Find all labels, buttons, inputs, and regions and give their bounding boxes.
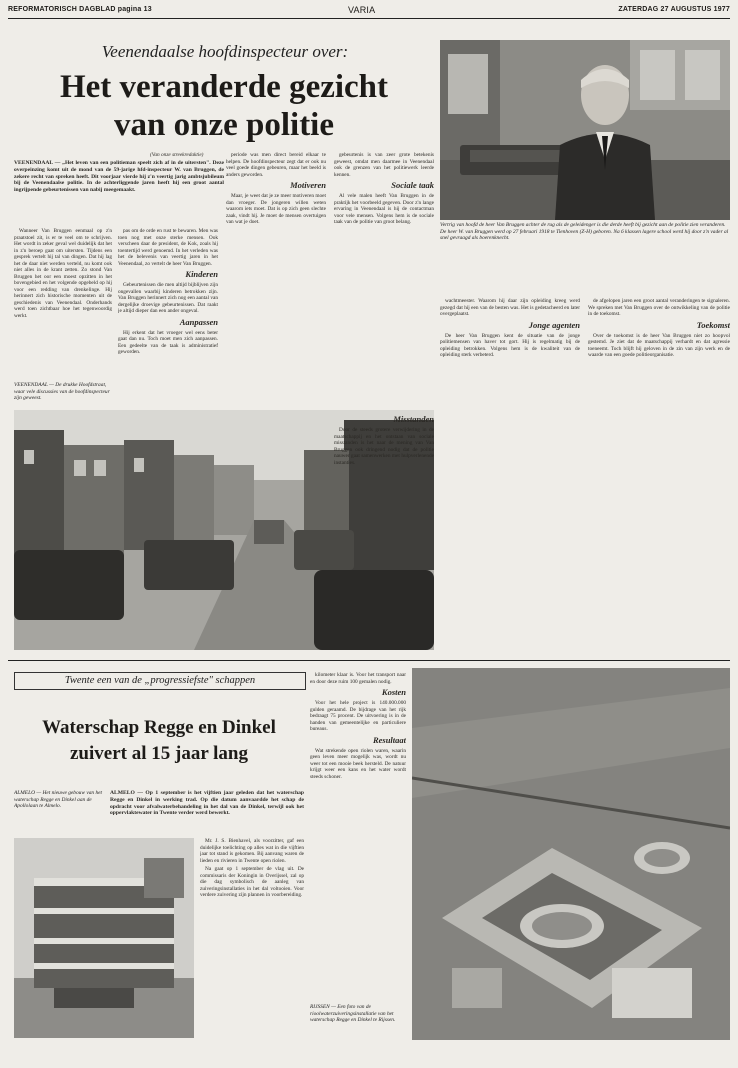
page-header-left: REFORMATORISCH DAGBLAD pagina 13 bbox=[8, 6, 152, 13]
article1-byline: (Van onze streekredaktie) bbox=[150, 152, 204, 158]
article2-right-text2: Wat strekende open riolen waren, waarin geen leven meer mogelijk was, wordt nu weer tot een mooie beek hersteld. De natuur krijgt weer een kans en het water wordt steeds schoner. bbox=[310, 747, 406, 780]
section-title: VARIA bbox=[348, 5, 376, 15]
article1-column-6 bbox=[588, 298, 730, 648]
article2-kicker-box bbox=[14, 672, 306, 690]
article2-kicker: Twente een van de „progressiefste" schappen bbox=[64, 675, 256, 686]
article1-col5-text2: De heer Van Bruggen kent de situatie van de jonge politiemensen van haver tot gort. Hij is regelmatig bij de opleiding betrokken. Volgens hem is de kwaliteit van de opleiding sterk verbeterd. bbox=[440, 332, 580, 358]
building-photo-illustration bbox=[14, 838, 194, 1038]
aerial-photo-illustration bbox=[412, 668, 730, 1040]
article1-col3-text2: Maar, je weet dat je ze meer motiveren moet dan vroeger. De jongeren willen weten waarom iets moet. Dat is op zich geen slechte zaak, vindt hij. Je moet de mensen overtuigen van wat je doet. bbox=[226, 193, 326, 225]
article1-column-4b bbox=[334, 412, 434, 642]
article1-headline-line2: van onze politie bbox=[114, 107, 334, 143]
article1-col4-text3: Door de steeds grotere verwijdering in de maatschappij en het ontstaan van sociale misstanden is het naar de mening van Van Bruggen ook dringend nodig dat de politie nauwer gaat samenwerken met hulpverlenende instanties. bbox=[334, 427, 434, 466]
page-header-date: ZATERDAG 27 AUGUSTUS 1977 bbox=[618, 6, 730, 13]
article1-col1-text: Wanneer Van Bruggen eenmaal op z'n praatstoel zit, is er te veel om te schrijven. Het wordt in zeker geval wel duidelijk dat het in z'n beroep gaat om uitersten. Tijdens een gesprek vertelt hij tal van dingen. Dat hij lag het de daar niet werden verteld, nu komt ook niet alles in de krant zetten. Zo stond Van Bruggen het oor een moest opzitten in het bovengebied en het volgende opgebeld op hij voor een redding van drenkelinge. Hij herinnert zich historische momenten uit de geschiedenis van Veenendaal. Onderhands werd toen zichtbaar hoe het tegenwoordig werkt. bbox=[14, 228, 112, 319]
subheading-kinderen: Kinderen bbox=[185, 269, 218, 279]
subheading-resultaat: Resultaat bbox=[372, 734, 406, 745]
header-rule bbox=[8, 18, 730, 19]
page-header bbox=[8, 4, 730, 18]
subheading-aanpassen: Aanpassen bbox=[179, 316, 218, 327]
subheading-sociale-taak: Sociale taak bbox=[391, 180, 434, 190]
article1-col1-caption: VEENENDAAL — De drukke Hoofdstraat, waar vele discussies van de hoofdinspecteur zijn geweest. bbox=[14, 382, 110, 402]
subheading-kosten: Kosten bbox=[381, 687, 406, 697]
subheading-misstanden: Misstanden bbox=[393, 414, 434, 424]
article2-lead: ALMELO — Op 1 september is het vijftien jaar geleden dat het waterschap Regge en Dinkel in werking trad. Op die datum aanvaardde het schap de opdracht voor afvalwaterbehandeling in het dal van de Dinkel, terwijl ook het oppervlaktewater in Twente verder werd bewerkt. bbox=[110, 790, 304, 817]
article1-col2-text2: Gebeurtenissen die men altijd bijblijven zijn ongevallen waarbij kinderen betrokken zijn. Van Bruggen herinnert zich nog een aantal van dergelijke droevige gebeurtenissen. Dat raakt je altijd dieper dan een ander ongeval. bbox=[118, 282, 218, 314]
article1-column-1 bbox=[14, 228, 112, 378]
article1-column-2 bbox=[118, 228, 218, 408]
article-divider bbox=[8, 660, 730, 661]
article2-left-caption: ALMELO — Het nieuwe gebouw van het waterschap Regge en Dinkel aan de Apollolaan te Almelo. bbox=[14, 790, 103, 810]
article2-headline-line1: Waterschap Regge en Dinkel bbox=[42, 717, 276, 738]
article1-col5-text: wachtmeester. Waarom hij daar zijn opleiding kreeg werd gezegd dat hij een van de besten was. Het is gedetacheerd en later overgeplaatst. bbox=[440, 298, 580, 317]
article2-mid-text2: Na gaat op 1 september de vlag uit. De commissaris der Koningin in Overijssel, zal op die dag symbolisch de aanleg van zuiveringsinstallaties in het dal voltooien. Voor verdere zuivering zijn plannen in voorbereiding. bbox=[200, 866, 304, 898]
article2-mid-text: Mr. J. S. Bienhavel, als voorzitter, gaf een duidelijke toelichting op alles wat in die vijftien jaar tot stand is gekomen. Bij aanvang waren de lieden en rivieren in Twente open riolen. bbox=[200, 838, 304, 864]
article2-column-right bbox=[310, 672, 406, 1032]
article1-col2-text: pas om de orde en rust te bewaren. Men was toen nog met onze sterke mensen. Ook verscheen daar de president, de Kok, zoals hij toentertijd werd genoemd. In het verleden was het de belevenis van veertig jaren in het Veenendaal, zo vertelt de heer Van Bruggen. bbox=[118, 228, 218, 267]
article1-col4-text: gebeurtenis is van zeer grote betekenis geweest, omdat men daarmee in Veenendaal ook de grenzen van het politiewerk leerde kennen. bbox=[334, 152, 434, 178]
article1-column-4 bbox=[334, 152, 434, 408]
article1-col2-text3: Hij erkent dat het vroeger wel eens beter gaat dan nu. Toch moet men zich aanpassen. Een gedeelte van de taak is administratief geworden. bbox=[118, 329, 218, 355]
article1-column-5 bbox=[440, 298, 580, 648]
article2-column-mid bbox=[200, 838, 304, 1038]
subheading-motiveren: Motiveren bbox=[290, 180, 326, 190]
subheading-toekomst: Toekomst bbox=[696, 319, 730, 330]
aerial-treatment-plant-photo bbox=[412, 668, 730, 1040]
article1-headline-line1: Het veranderde gezicht bbox=[59, 69, 389, 105]
article1-lead: VEENENDAAL — „Het leven van een politieman speelt zich af in de uitersten". Deze overpeinzing komt uit de mond van de 59-jarige hfd-inspecteur W. van Bruggen, de zekere recht van spreken heeft. Dit voorjaar vierde hij z'n veertig jarig ambtsjubileum bij de Veenendaalse politie. In de achterliggende jaren heeft hij een groot aantal ingrijpende gebeurtenissen van nabij meegemaakt. bbox=[14, 160, 224, 194]
article1-col6-text2: Over de toekomst is de heer Van Bruggen niet zo hoopvol gestemd. Je ziet dat de maatschappij verhardt en dat agressie toeneemt. Toch blijft hij geloven in de zin van zijn werk en de waarde van een goede politieorganisatie. bbox=[588, 332, 730, 358]
article1-col4-text2: Al vele malen heeft Van Bruggen in de praktijk het voorbeeld gegeven. Door z'n lange ervaring in Veenendaal is hij de contactman voor vele mensen. Volgens hem is de sociale taak van de politie van groot belang. bbox=[334, 193, 434, 225]
article1-col3-text: periode was men direct bereid elkaar te helpen. De hoofdinspecteur zegt dat er ook nu veel goede dingen gebeuren, maar het beeld is anders geworden. bbox=[226, 152, 326, 178]
article2-right-top: kilometer klaar is. Voor het transport naar en door deze ruim 100 gemalen nodig. bbox=[310, 672, 406, 685]
portrait-photo-caption: Vertrig van hoofd de heer Van Bruggen achter de rug als de geleidenger is die derde heeft bij gezicht aan de politie zien veranderen. De heer W. van Bruggen werd op 27 februari 1918 te Tienhoven (Z-H) geboren. Na 6 klassen lagere school werd hij door z'n vader al snel gevraagd als boerenknecht. bbox=[440, 222, 729, 242]
article2-right-caption: RIJSSEN — Een foto van de rioolwaterzuiveringsinstallatie van het waterschap Regge en Dinkel te Rijssen. bbox=[310, 1004, 396, 1024]
subheading-jonge-agenten: Jonge agenten bbox=[528, 319, 580, 330]
portrait-photo bbox=[440, 40, 730, 220]
article1-col6-text: de afgelopen jaren een groot aantal veranderingen te signaleren. We spreken met Van Bruggen over de ontwikkeling van de politie in de toekomst. bbox=[588, 298, 730, 317]
article2-right-text: Voor het hele project is 140.000.000 gulden geraamd. De bijdrage van het rijk bedraagt 75 procent. De uitvoering is in de handen van gemeentelijke en particuliere bureaus. bbox=[310, 700, 406, 732]
water-board-building-photo bbox=[14, 838, 194, 1038]
article1-kicker: Veenendaalse hoofdinspecteur over: bbox=[101, 42, 349, 61]
portrait-photo-illustration bbox=[440, 40, 730, 220]
article2-headline-line2: zuivert al 15 jaar lang bbox=[69, 743, 248, 764]
article1-column-3 bbox=[226, 152, 326, 408]
